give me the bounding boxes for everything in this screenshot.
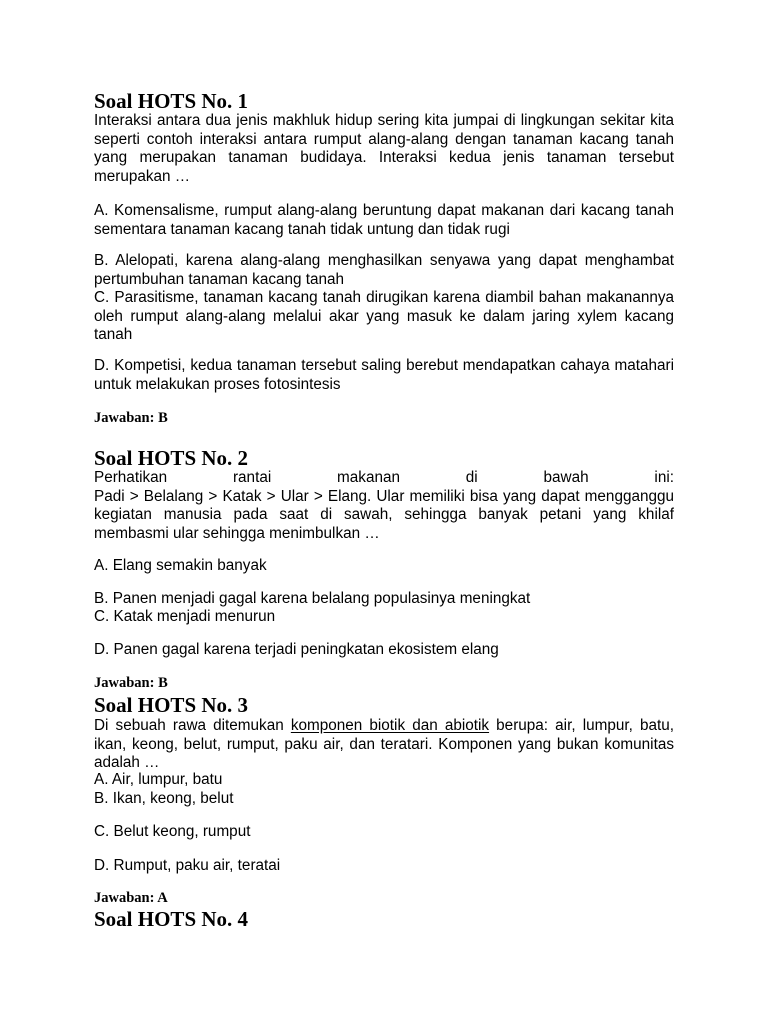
answer-value: B	[158, 410, 168, 426]
question-1-option-c: C. Parasitisme, tanaman kacang tanah dirugikan karena diambil bahan makanannya oleh rumput alang-alang melalui akar yang masuk ke dalam jaring xylem kacang tanah	[94, 289, 674, 343]
answer-value: B	[158, 675, 168, 691]
answer-value: A	[157, 890, 168, 906]
question-3-option-b: B. Ikan, keong, belut	[94, 790, 234, 807]
question-3-suffix: berupa: air, lumpur, batu, ikan, keong, belut, rumput, paku air, dan teratari. Komponen yang bukan komunitas adalah …	[94, 717, 674, 771]
question-1-answer	[94, 410, 168, 427]
question-3-option-c: C. Belut keong, rumput	[94, 823, 251, 840]
question-2-title: Soal HOTS No. 2	[94, 446, 249, 470]
question-3-title: Soal HOTS No. 3	[94, 693, 249, 717]
question-2-answer	[94, 675, 168, 692]
answer-label: Jawaban:	[94, 675, 155, 691]
question-2-text	[94, 469, 674, 543]
question-3-underlined: komponen biotik dan abiotik	[290, 717, 490, 734]
question-1-text: Interaksi antara dua jenis makhluk hidup sering kita jumpai di lingkungan sekitar kita seperti contoh interaksi antara rumput alang-alang dengan tanaman kacang tanah yang merupakan tanaman budidaya. Interaksi kedua jenis tanaman tersebut merupakan …	[94, 112, 674, 185]
question-1-option-d: D. Kompetisi, kedua tanaman tersebut saling berebut mendapatkan cahaya matahari untuk melakukan proses fotosintesis	[94, 357, 674, 393]
question-1-title: Soal HOTS No. 1	[94, 89, 249, 113]
question-2-option-d: D. Panen gagal karena terjadi peningkatan ekosistem elang	[94, 641, 499, 658]
question-3-answer	[94, 890, 168, 907]
question-2-option-a: A. Elang semakin banyak	[94, 557, 267, 574]
question-3-prefix: Di sebuah rawa ditemukan	[94, 717, 291, 734]
answer-label: Jawaban:	[94, 410, 155, 426]
question-2-intro: Perhatikan rantai makanan di bawah ini:	[94, 469, 674, 486]
question-2-option-b: B. Panen menjadi gagal karena belalang populasinya meningkat	[94, 590, 531, 607]
question-2-option-c: C. Katak menjadi menurun	[94, 608, 276, 625]
question-3-option-d: D. Rumput, paku air, teratai	[94, 857, 281, 874]
question-1-option-b: B. Alelopati, karena alang-alang menghasilkan senyawa yang dapat menghambat pertumbuhan tanaman kacang tanah	[94, 252, 674, 288]
question-3-text	[94, 717, 674, 773]
question-4-title: Soal HOTS No. 4	[94, 907, 249, 931]
document-page	[94, 0, 674, 1024]
question-2-body: Padi > Belalang > Katak > Ular > Elang. Ular memiliki bisa yang dapat mengganggu kegiatan manusia pada saat di sawah, sehingga banyak petani yang khilaf membasmi ular sehingga menimbulkan …	[94, 487, 674, 542]
question-3-option-a: A. Air, lumpur, batu	[94, 771, 223, 788]
question-1-option-a: A. Komensalisme, rumput alang-alang beruntung dapat makanan dari kacang tanah sementara tanaman kacang tanah tidak untung dan tidak rugi	[94, 202, 674, 238]
answer-label: Jawaban:	[94, 890, 155, 906]
